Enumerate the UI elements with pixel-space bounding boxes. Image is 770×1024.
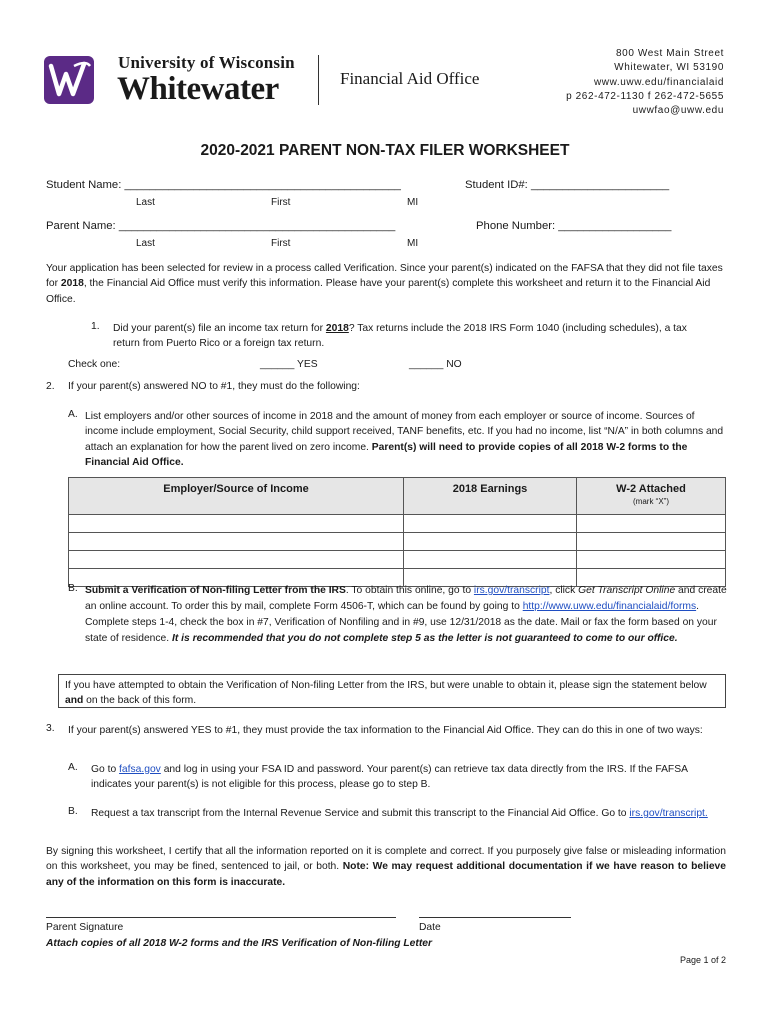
parent-mi-label: MI — [407, 238, 419, 249]
q1-check-label: Check one: — [68, 359, 121, 370]
date-label: Date — [419, 922, 441, 933]
student-first-label: First — [271, 197, 291, 208]
fafsa-link[interactable]: fafsa.gov — [119, 764, 161, 775]
q2b-text-1: . To obtain this online, go to — [345, 585, 474, 596]
student-mi-label: MI — [407, 197, 419, 208]
q2b-text — [85, 583, 727, 647]
parent-last-label: Last — [136, 238, 155, 249]
q1-no-option[interactable]: ______ NO — [409, 359, 462, 370]
attach-instruction: Attach copies of all 2018 W-2 forms and the IRS Verification of Non-filing Letter — [46, 938, 432, 949]
page-number: Page 1 of 2 — [680, 955, 727, 965]
q2b-letter: B. — [68, 583, 78, 594]
employer-cell[interactable] — [69, 515, 404, 533]
q1-year: 2018 — [325, 323, 349, 334]
q1-text-1: Did your parent(s) file an income tax return for — [113, 323, 326, 334]
col-w2-sub: (mark “X”) — [633, 497, 669, 506]
q1-text — [113, 321, 693, 352]
q2b-bold: Submit a Verification of Non-filing Letter from the IRS — [85, 585, 346, 596]
q2a-body: List employers and/or other sources of income in 2018 and the amount of money from each employer or source of income. Sources of income include employment, Social Security, child support received, TANF benefits, etc. If you had no income, list “N/A” in both columns and attach an explanation for how the parent lived on zero income. — [85, 411, 724, 453]
q2-text: If your parent(s) answered NO to #1, they must do the following: — [68, 381, 360, 392]
non-filing-note-box — [58, 674, 726, 708]
q3a-letter: A. — [68, 762, 78, 773]
address-street: 800 West Main Street — [616, 48, 724, 59]
q1-number: 1. — [91, 321, 100, 332]
income-table — [68, 477, 726, 587]
earnings-cell[interactable] — [404, 551, 577, 569]
q3b-text-1: Request a tax transcript from the Internal Revenue Service and submit this transcript to the Financial Aid Office. Go to — [91, 808, 630, 819]
q2b-text-4: . Complete steps 1-4, check the box in #7, Verification of Nonfiling and in #9, use 12/31/2018 as the date. Mail or fax the form based on your state of residence. — [85, 601, 717, 644]
employer-cell[interactable] — [69, 551, 404, 569]
cert-text: By signing this worksheet, I certify that all the information reported on it is complete and correct. If you purposely give false or misleading information on this worksheet, you may be fined, sentenced to jail, or both. — [46, 846, 726, 873]
q2a-letter: A. — [68, 409, 78, 420]
q2b-italic-2: It is recommended that you do not complete step 5 as the letter is not guaranteed to come to our office. — [172, 633, 678, 644]
q3b-text — [91, 806, 727, 821]
q1-text-2: ? Tax returns include the 2018 IRS Form 1040 (including schedules), a tax return from Puerto Rico or a foreign tax return. — [113, 323, 687, 350]
irs-transcript-link[interactable]: irs.gov/transcript — [473, 585, 550, 596]
q2a-text — [85, 409, 727, 470]
office-name: Financial Aid Office — [340, 69, 480, 88]
q2b-text-2: , click — [549, 585, 579, 596]
col-earnings: 2018 Earnings — [404, 478, 577, 515]
q3a-text — [91, 762, 727, 793]
uw-whitewater-logo-icon — [44, 56, 94, 104]
q2b-text-3: and create an online account. To order this by mail, complete Form 4506-T, which can be found by going to — [85, 585, 727, 612]
cert-bold: Note: We may request additional documentation if we have reason to believe any of the information on this form is inaccurate. — [46, 861, 727, 888]
intro-paragraph — [46, 261, 726, 307]
uww-forms-link[interactable]: http://www.uww.edu/financialaid/forms — [522, 601, 697, 612]
student-last-label: Last — [136, 197, 155, 208]
certification-paragraph — [46, 844, 726, 890]
intro-text-1: Your application has been selected for review in a process called Verification. Since your parent(s) indicated on the FAFSA that they did not file taxes for — [46, 263, 723, 290]
table-row — [69, 515, 726, 533]
q2a-bold: Parent(s) will need to provide copies of all 2018 W-2 forms to the Financial Aid Office. — [85, 441, 688, 468]
q2b-italic-1: Get Transcript Online — [578, 585, 676, 596]
parent-signature-line[interactable] — [46, 917, 396, 918]
address-website: www.uww.edu/financialaid — [593, 76, 724, 88]
address-email: uwwfao@uww.edu — [632, 105, 724, 117]
office-address — [566, 47, 724, 118]
parent-signature-label: Parent Signature — [46, 922, 124, 933]
q2-number: 2. — [46, 381, 55, 392]
note-text-2: on the back of this form. — [83, 695, 197, 706]
q3b-letter: B. — [68, 806, 78, 817]
parent-name-field[interactable]: Parent Name: ____________________________________________ — [46, 220, 396, 232]
q1-yes-option[interactable]: ______ YES — [260, 359, 318, 370]
q3-text: If your parent(s) answered YES to #1, they must provide the tax information to the Financial Aid Office. They can do this in one of two ways: — [68, 725, 703, 736]
col-w2 — [577, 478, 726, 515]
q3a-text-1: Go to — [91, 764, 120, 775]
note-text-1: If you have attempted to obtain the Verification of Non-filing Letter from the IRS, but were unable to obtain it, please sign the statement below — [65, 680, 707, 691]
income-table-header — [69, 478, 726, 515]
table-row — [69, 551, 726, 569]
irs-transcript-link-2[interactable]: irs.gov/transcript. — [629, 808, 708, 819]
intro-year: 2018 — [60, 278, 84, 290]
w2-cell[interactable] — [577, 533, 726, 551]
student-id-field[interactable]: Student ID#: ______________________ — [465, 179, 670, 191]
q3-number: 3. — [46, 723, 55, 734]
w2-cell[interactable] — [577, 551, 726, 569]
earnings-cell[interactable] — [404, 515, 577, 533]
col-w2-label: W-2 Attached — [616, 483, 686, 495]
col-employer: Employer/Source of Income — [69, 478, 404, 515]
student-name-field[interactable]: Student Name: ____________________________________________ — [46, 179, 401, 191]
earnings-cell[interactable] — [404, 533, 577, 551]
q3a-text-2: and log in using your FSA ID and password. Your parent(s) can retrieve tax data directly from the IRS. If the FAFSA indicates your parent(s) is not eligible for this process, please go to step B. — [91, 764, 688, 791]
page-title: 2020-2021 PARENT NON-TAX FILER WORKSHEET — [200, 142, 570, 159]
university-campus: Whitewater — [117, 71, 279, 107]
address-city: Whitewater, WI 53190 — [614, 62, 724, 74]
address-phone: p 262-472-1130 f 262-472-5655 — [566, 90, 724, 102]
intro-text-2: , the Financial Aid Office must verify this information. Please have your parent(s) complete this worksheet and return it to the Financial Aid Office. — [46, 278, 711, 305]
university-name: University of Wisconsin — [118, 53, 295, 72]
table-row — [69, 533, 726, 551]
header-divider — [318, 55, 319, 105]
w2-cell[interactable] — [577, 515, 726, 533]
note-bold: and — [65, 695, 84, 706]
parent-first-label: First — [271, 238, 291, 249]
date-line[interactable] — [419, 917, 571, 918]
employer-cell[interactable] — [69, 533, 404, 551]
phone-number-field[interactable]: Phone Number: __________________ — [476, 220, 672, 232]
